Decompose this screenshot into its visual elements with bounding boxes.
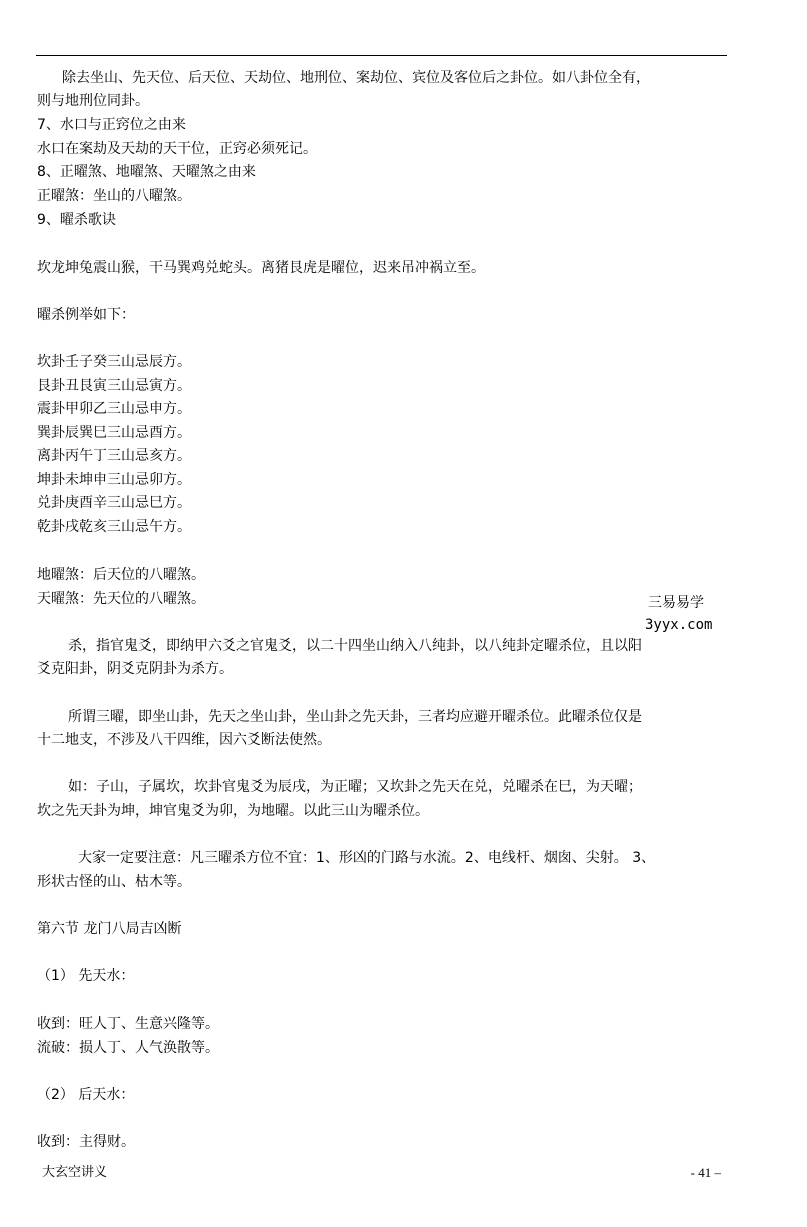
header-rule bbox=[36, 55, 727, 56]
watermark-text: 三易易学 bbox=[648, 595, 704, 611]
paragraph-line: 杀，指官鬼爻，即纳甲六爻之官鬼爻，以二十四坐山纳入八纯卦，以八纯卦定曜杀位，且以阳 bbox=[68, 638, 642, 654]
watermark-url: 3yyx.com bbox=[645, 617, 713, 633]
paragraph-line: 曜杀例举如下： bbox=[37, 307, 135, 323]
list-item: 离卦丙午丁三山忌亥方。 bbox=[37, 448, 191, 464]
paragraph-line: 坎之先天卦为坤，坤官鬼爻为卯，为地曜。以此三山为曜杀位。 bbox=[37, 803, 429, 819]
paragraph-line: 如：子山，子属坎，坎卦官鬼爻为辰戌，为正曜；又坎卦之先天在兑，兑曜杀在巳，为天曜； bbox=[68, 779, 642, 795]
paragraph-line: 水口在案劫及天劫的天干位，正窍必须死记。 bbox=[37, 141, 317, 157]
subsection-title: （1） 先天水： bbox=[37, 968, 135, 984]
paragraph-line: 大家一定要注意：凡三曜杀方位不宜：1、形凶的门路与水流。2、电线杆、烟囱、尖射。 3、 bbox=[78, 850, 656, 866]
paragraph-line: 流破：损人丁、人气涣散等。 bbox=[37, 1040, 219, 1056]
heading-line: 8、正曜煞、地曜煞、天曜煞之由来 bbox=[37, 164, 256, 180]
list-item: 坤卦未坤申三山忌卯方。 bbox=[37, 472, 191, 488]
paragraph-line: 所谓三曜，即坐山卦，先天之坐山卦，坐山卦之先天卦，三者均应避开曜杀位。此曜杀位仅是 bbox=[68, 709, 642, 725]
list-item: 坎卦壬子癸三山忌辰方。 bbox=[37, 354, 191, 370]
paragraph-line: 收到：主得财。 bbox=[37, 1134, 135, 1150]
paragraph-line: 则与地刑位同卦。 bbox=[37, 93, 149, 109]
paragraph-line: 形状古怪的山、枯木等。 bbox=[37, 874, 191, 890]
list-item: 艮卦丑艮寅三山忌寅方。 bbox=[37, 378, 191, 394]
paragraph-line: 天曜煞：先天位的八曜煞。 bbox=[37, 591, 205, 607]
paragraph-line: 十二地支，不涉及八干四维，因六爻断法使然。 bbox=[37, 732, 331, 748]
paragraph-line: 除去坐山、先天位、后天位、天劫位、地刑位、案劫位、宾位及客位后之卦位。如八卦位全有， bbox=[62, 70, 650, 86]
footer-title: 大玄空讲义 bbox=[42, 1165, 108, 1180]
list-item: 震卦甲卯乙三山忌申方。 bbox=[37, 401, 191, 417]
paragraph-line: 正曜煞：坐山的八曜煞。 bbox=[37, 188, 191, 204]
section-title: 第六节 龙门八局吉凶断 bbox=[37, 921, 182, 937]
verse-line: 坎龙坤兔震山猴，干马巽鸡兑蛇头。离猪艮虎是曜位，迟来吊冲祸立至。 bbox=[37, 260, 485, 276]
heading-line: 7、水口与正窍位之由来 bbox=[37, 117, 186, 133]
list-item: 乾卦戌乾亥三山忌午方。 bbox=[37, 519, 191, 535]
subsection-title: （2） 后天水： bbox=[37, 1087, 135, 1103]
list-item: 兑卦庚酉辛三山忌巳方。 bbox=[37, 495, 191, 511]
paragraph-line: 收到：旺人丁、生意兴隆等。 bbox=[37, 1016, 219, 1032]
page-number: - 41 – bbox=[690, 1165, 721, 1180]
paragraph-line: 爻克阳卦，阴爻克阴卦为杀方。 bbox=[37, 661, 233, 677]
heading-line: 9、曜杀歌诀 bbox=[37, 212, 116, 228]
paragraph-line: 地曜煞：后天位的八曜煞。 bbox=[37, 567, 205, 583]
list-item: 巽卦辰巽巳三山忌酉方。 bbox=[37, 425, 191, 441]
